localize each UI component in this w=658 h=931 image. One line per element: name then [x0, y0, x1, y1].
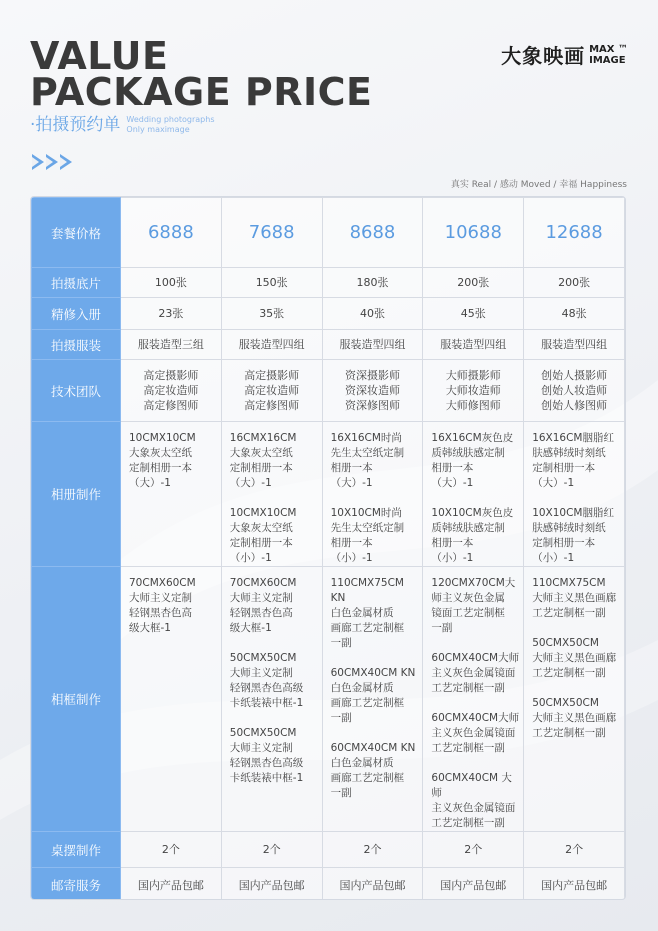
- table-cell: 70CMX60CM 大师主义定制 轻钢黑杏色高 级大框-1: [121, 567, 222, 832]
- table-cell: 服装造型四组: [322, 330, 423, 360]
- table-cell: 服装造型四组: [524, 330, 625, 360]
- row-label: 桌摆制作: [32, 832, 121, 868]
- table-cell: 资深摄影师 资深妆造师 资深修图师: [322, 360, 423, 422]
- table-cell: 150张: [221, 268, 322, 298]
- table-cell: 200张: [423, 268, 524, 298]
- table-cell: 2个: [322, 832, 423, 868]
- row-label: 邮寄服务: [32, 868, 121, 901]
- row-desk-frame: [32, 832, 625, 868]
- price-table: [30, 196, 626, 900]
- page-title: [30, 34, 373, 114]
- table-cell: 16X16CM胭脂红 肤感韩绒时刻纸 定制相册一本 （大）-1 10X10CM胭脂红 肤感韩绒时刻纸 定制相册一本 （小）-1: [524, 422, 625, 567]
- price-cell: 8688: [322, 198, 423, 268]
- row-retouched: [32, 298, 625, 330]
- table-cell: 高定摄影师 高定妆造师 高定修图师: [221, 360, 322, 422]
- price-cell: 10688: [423, 198, 524, 268]
- title-line-1: VALUE: [30, 34, 169, 78]
- table-cell: 国内产品包邮: [121, 868, 222, 901]
- table-cell: 110CMX75CM KN 白色金属材质 画廊工艺定制框 一副 60CMX40CM KN 白色金属材质 画廊工艺定制框 一副 60CMX40CM KN 白色金属材质 画廊工艺定制框 一副: [322, 567, 423, 832]
- table-cell: 45张: [423, 298, 524, 330]
- price-cell: 12688: [524, 198, 625, 268]
- table-cell: 70CMX60CM 大师主义定制 轻钢黑杏色高 级大框-1 50CMX50CM 大师主义定制 轻钢黑杏色高级 卡纸装裱中框-1 50CMX50CM 大师主义定制 轻钢黑杏色高级 卡纸装裱中框-1: [221, 567, 322, 832]
- row-label: 相册制作: [32, 422, 121, 567]
- logo-cn: 大象映画: [501, 44, 586, 68]
- title-line-2: PACKAGE PRICE: [30, 70, 373, 114]
- table-cell: 35张: [221, 298, 322, 330]
- row-label: 拍摄服装: [32, 330, 121, 360]
- table-cell: 110CMX75CM 大师主义黑色画廊 工艺定制框一副 50CMX50CM 大师主义黑色画廊 工艺定制框一副 50CMX50CM 大师主义黑色画廊 工艺定制框一副: [524, 567, 625, 832]
- row-label: 套餐价格: [32, 198, 121, 268]
- table-cell: 23张: [121, 298, 222, 330]
- table-cell: 16X16CM灰色皮 质韩绒肤感定制 相册一本 （大）-1 10X10CM灰色皮 质韩绒肤感定制 相册一本 （小）-1: [423, 422, 524, 567]
- table-cell: 2个: [121, 832, 222, 868]
- row-label: 相框制作: [32, 567, 121, 832]
- subtitle-en: [126, 115, 214, 135]
- table-cell: 创始人摄影师 创始人妆造师 创始人修图师: [524, 360, 625, 422]
- row-album: [32, 422, 625, 567]
- table-cell: 40张: [322, 298, 423, 330]
- table-cell: 120CMX70CM大 师主义灰色金属 镜面工艺定制框 一副 60CMX40CM大师 主义灰色金属镜面 工艺定制框一副 60CMX40CM大师 主义灰色金属镜面 工艺定制框一副 60CMX40CM 大师 主义灰色金属镜面 工艺定制框一副: [423, 567, 524, 832]
- row-label: 技术团队: [32, 360, 121, 422]
- table-cell: 国内产品包邮: [221, 868, 322, 901]
- row-label: 精修入册: [32, 298, 121, 330]
- subtitle: [30, 114, 215, 136]
- table-cell: 服装造型四组: [221, 330, 322, 360]
- table-cell: 高定摄影师 高定妆造师 高定修图师: [121, 360, 222, 422]
- table-cell: 100张: [121, 268, 222, 298]
- row-negatives: [32, 268, 625, 298]
- table-cell: 2个: [524, 832, 625, 868]
- subtitle-cn: ·拍摄预约单: [30, 115, 121, 135]
- table-cell: 国内产品包邮: [524, 868, 625, 901]
- row-label: 拍摄底片: [32, 268, 121, 298]
- logo-en-line-1: MAX ™: [589, 43, 628, 55]
- table-cell: 2个: [221, 832, 322, 868]
- price-cell: 7688: [221, 198, 322, 268]
- table-cell: 16X16CM时尚 先生太空纸定制 相册一本 （大）-1 10X10CM时尚 先生太空纸定制 相册一本 （小）-1: [322, 422, 423, 567]
- table-cell: 16CMX16CM 大象灰太空纸 定制相册一本 （大）-1 10CMX10CM 大象灰太空纸 定制相册一本 （小）-1: [221, 422, 322, 567]
- price-cell: 6888: [121, 198, 222, 268]
- table-cell: 48张: [524, 298, 625, 330]
- logo-en-line-2: IMAGE: [589, 54, 626, 66]
- logo-en: [589, 44, 628, 66]
- table-cell: 10CMX10CM 大象灰太空纸 定制相册一本 （大）-1: [121, 422, 222, 567]
- brand-logo: [501, 40, 628, 69]
- tagline: 真实 Real / 感动 Moved / 幸福 Happiness: [450, 180, 627, 190]
- table-cell: 大师摄影师 大师妆造师 大师修图师: [423, 360, 524, 422]
- row-team: [32, 360, 625, 422]
- table-cell: 国内产品包邮: [423, 868, 524, 901]
- row-frame: [32, 567, 625, 832]
- row-package-price: [32, 198, 625, 268]
- row-shipping: [32, 868, 625, 901]
- subtitle-en-line-2: Only maximage: [126, 125, 190, 134]
- chevron-arrows-icon: [32, 154, 74, 170]
- table-cell: 服装造型三组: [121, 330, 222, 360]
- subtitle-en-line-1: Wedding photographs: [126, 115, 215, 124]
- table-cell: 180张: [322, 268, 423, 298]
- table-cell: 国内产品包邮: [322, 868, 423, 901]
- table-cell: 服装造型四组: [423, 330, 524, 360]
- table-cell: 200张: [524, 268, 625, 298]
- table-cell: 2个: [423, 832, 524, 868]
- row-costumes: [32, 330, 625, 360]
